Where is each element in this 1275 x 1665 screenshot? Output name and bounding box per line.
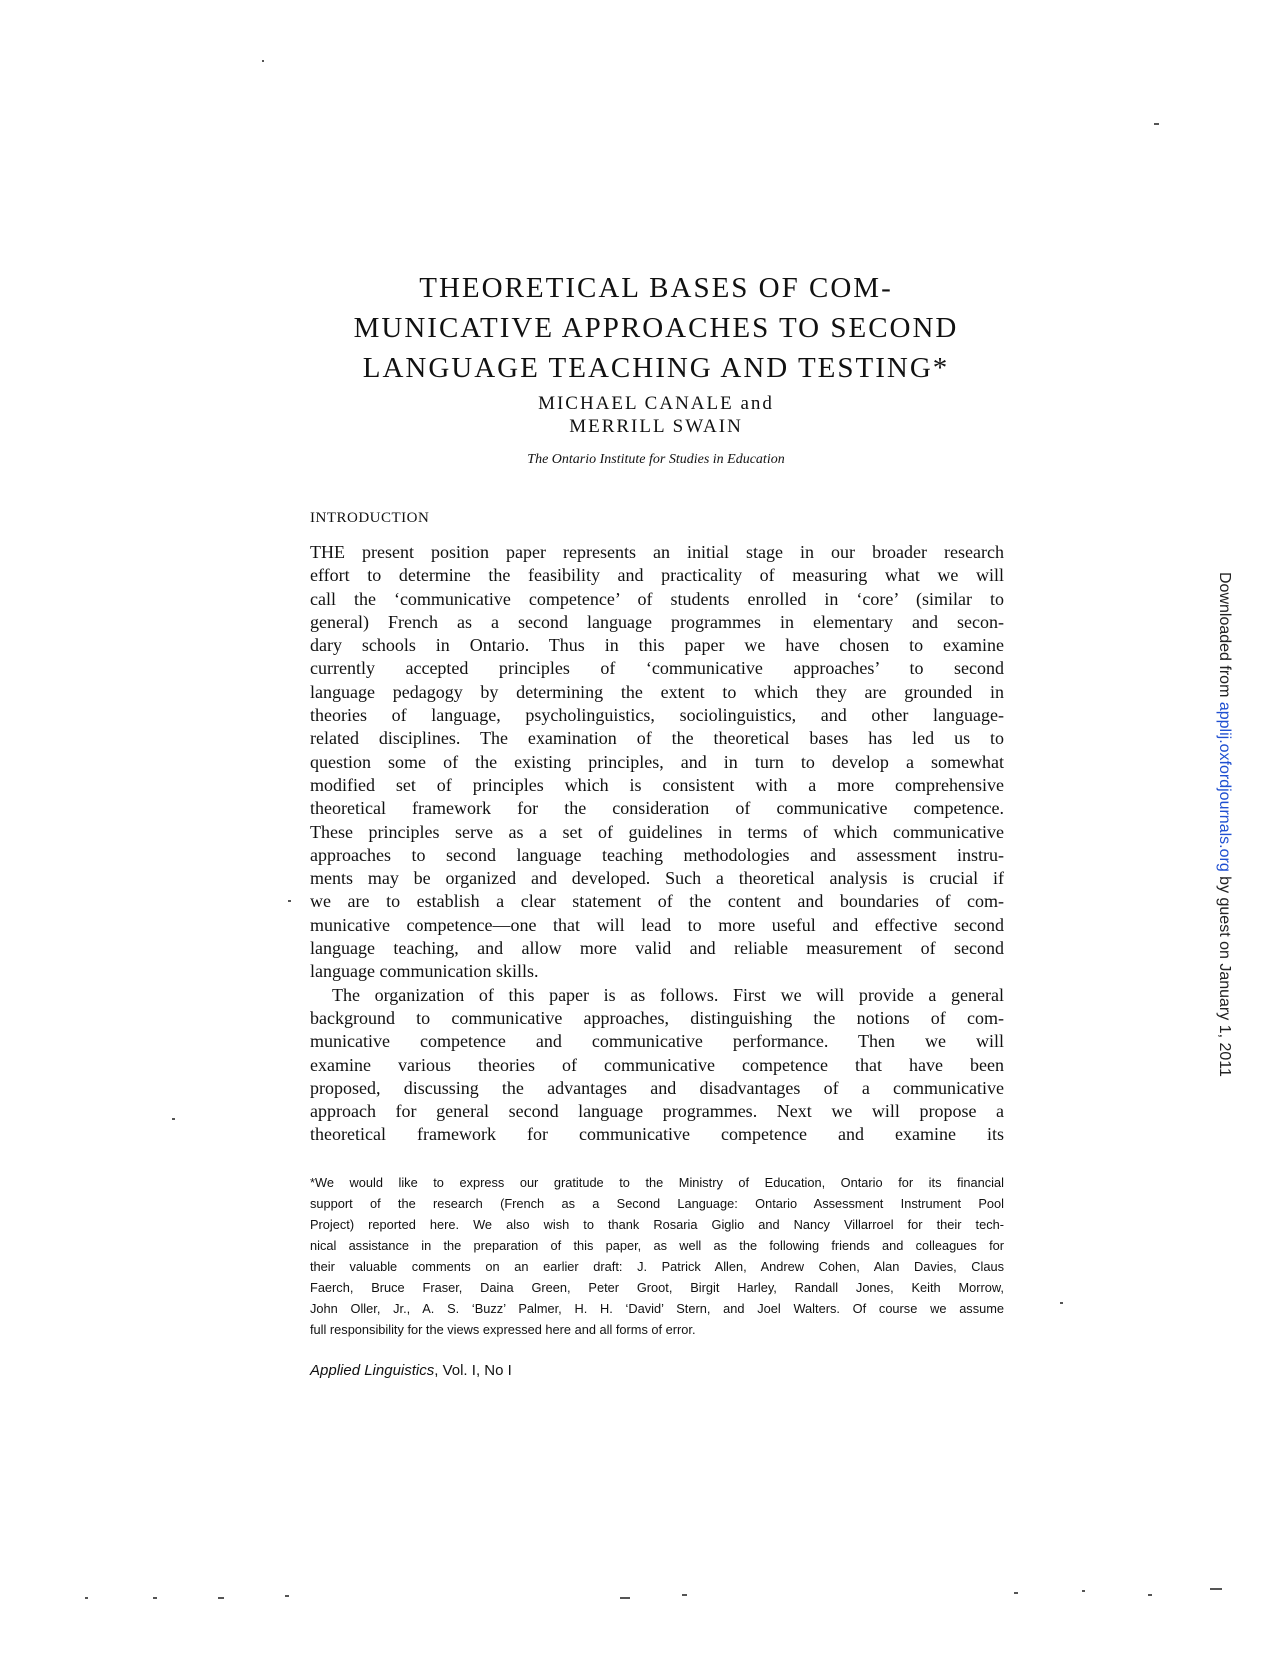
body-line: The organization of this paper is as follows. First we will provide a general	[332, 984, 1004, 1005]
scan-speck	[262, 60, 264, 62]
scan-speck	[285, 1595, 289, 1597]
author-line: MICHAEL CANALE and	[538, 393, 774, 414]
scan-speck	[1082, 1590, 1085, 1592]
affiliation: The Ontario Institute for Studies in Education	[527, 452, 785, 467]
title-line: LANGUAGE TEACHING AND TESTING*	[362, 352, 950, 384]
body-line: related disciplines. The examination of the theoretical bases has led us to	[310, 728, 1004, 749]
body-text	[310, 541, 1004, 1147]
footnote-line: full responsibility for the views expressed here and all forms of error.	[310, 1322, 696, 1337]
body-line: currently accepted principles of ‘communicative approaches’ to second	[310, 658, 1004, 679]
scan-speck	[1154, 123, 1159, 125]
paper-title	[300, 268, 1012, 388]
body-line: approach for general second language programmes. Next we will propose a	[310, 1101, 1004, 1122]
footnote-line: *We would like to express our gratitude to the Ministry of Education, Ontario for its financial	[310, 1175, 1004, 1190]
body-line: theoretical framework for the consideration of communicative competence.	[310, 798, 1004, 819]
scan-speck	[1148, 1594, 1152, 1596]
body-line: ments may be organized and developed. Such a theoretical analysis is crucial if	[310, 868, 1004, 889]
body-line: language teaching, and allow more valid and reliable measurement of second	[310, 938, 1004, 959]
scan-speck	[172, 1118, 175, 1120]
journal-name: Applied Linguistics	[310, 1362, 435, 1379]
section-heading: INTRODUCTION	[310, 510, 430, 526]
body-line: language communication skills.	[310, 961, 539, 982]
scan-speck	[288, 900, 291, 902]
body-line: THE present position paper represents an initial stage in our broader research	[310, 542, 1004, 562]
title-line: THEORETICAL BASES OF COM-	[419, 272, 893, 304]
footnote-line: Faerch, Bruce Fraser, Daina Green, Peter Groot, Birgit Harley, Randall Jones, Keith Morrow,	[310, 1280, 1004, 1295]
body-line: we are to establish a clear statement of the content and boundaries of com-	[310, 891, 1004, 912]
body-line: question some of the existing principles, and in turn to develop a somewhat	[310, 751, 1004, 772]
download-stamp	[1215, 572, 1233, 1077]
footnote	[310, 1172, 1004, 1340]
body-line: These principles serve as a set of guidelines in terms of which communicative	[310, 821, 1004, 842]
body-line: examine various theories of communicative competence that have been	[310, 1054, 1004, 1075]
scan-speck	[153, 1597, 157, 1599]
journal-volume: , Vol. I, No I	[434, 1362, 512, 1379]
footnote-line: their valuable comments on an earlier draft: J. Patrick Allen, Andrew Cohen, Alan Davies, Claus	[310, 1259, 1004, 1274]
title-line: MUNICATIVE APPROACHES TO SECOND	[353, 312, 959, 344]
body-line: call the ‘communicative competence’ of students enrolled in ‘core’ (similar to	[310, 588, 1004, 609]
body-line: municative competence—one that will lead to more useful and effective second	[310, 914, 1004, 935]
scan-speck	[1014, 1592, 1018, 1594]
body-line: municative competence and communicative performance. Then we will	[310, 1031, 1004, 1052]
journal-citation	[310, 1362, 512, 1379]
scan-speck	[85, 1597, 88, 1599]
scan-speck	[1210, 1588, 1222, 1590]
authors	[300, 392, 1012, 438]
body-line: dary schools in Ontario. Thus in this paper we have chosen to examine	[310, 635, 1004, 656]
scan-speck	[682, 1594, 687, 1596]
scan-speck	[218, 1597, 224, 1599]
download-stamp-prefix: Downloaded from	[1216, 572, 1233, 702]
journal-site-link[interactable]: applij.oxfordjournals.org	[1216, 701, 1233, 872]
body-line: effort to determine the feasibility and practicality of measuring what we will	[310, 565, 1004, 586]
body-line: approaches to second language teaching methodologies and assessment instru-	[310, 844, 1004, 865]
footnote-line: John Oller, Jr., A. S. ‘Buzz’ Palmer, H. H. ‘David’ Stern, and Joel Walters. Of course we assume	[310, 1301, 1004, 1316]
footnote-line: Project) reported here. We also wish to thank Rosaria Giglio and Nancy Villarroel for their tech-	[310, 1217, 1004, 1232]
author-line: MERRILL SWAIN	[569, 416, 743, 437]
body-line: language pedagogy by determining the extent to which they are grounded in	[310, 681, 1004, 702]
footnote-line: support of the research (French as a Second Language: Ontario Assessment Instrument Pool	[310, 1196, 1004, 1211]
body-line: modified set of principles which is consistent with a more comprehensive	[310, 774, 1004, 795]
body-line: theories of language, psycholinguistics, sociolinguistics, and other language-	[310, 705, 1004, 726]
scan-speck	[1060, 1302, 1063, 1304]
body-line: theoretical framework for communicative competence and examine its	[310, 1124, 1004, 1145]
body-line: general) French as a second language programmes in elementary and secon-	[310, 611, 1004, 632]
footnote-line: nical assistance in the preparation of this paper, as well as the following friends and colleagues for	[310, 1238, 1004, 1253]
body-line: proposed, discussing the advantages and disadvantages of a communicative	[310, 1077, 1004, 1098]
body-line: background to communicative approaches, distinguishing the notions of com-	[310, 1007, 1004, 1028]
download-stamp-suffix: by guest on January 1, 2011	[1216, 871, 1233, 1077]
scan-speck	[620, 1597, 630, 1599]
